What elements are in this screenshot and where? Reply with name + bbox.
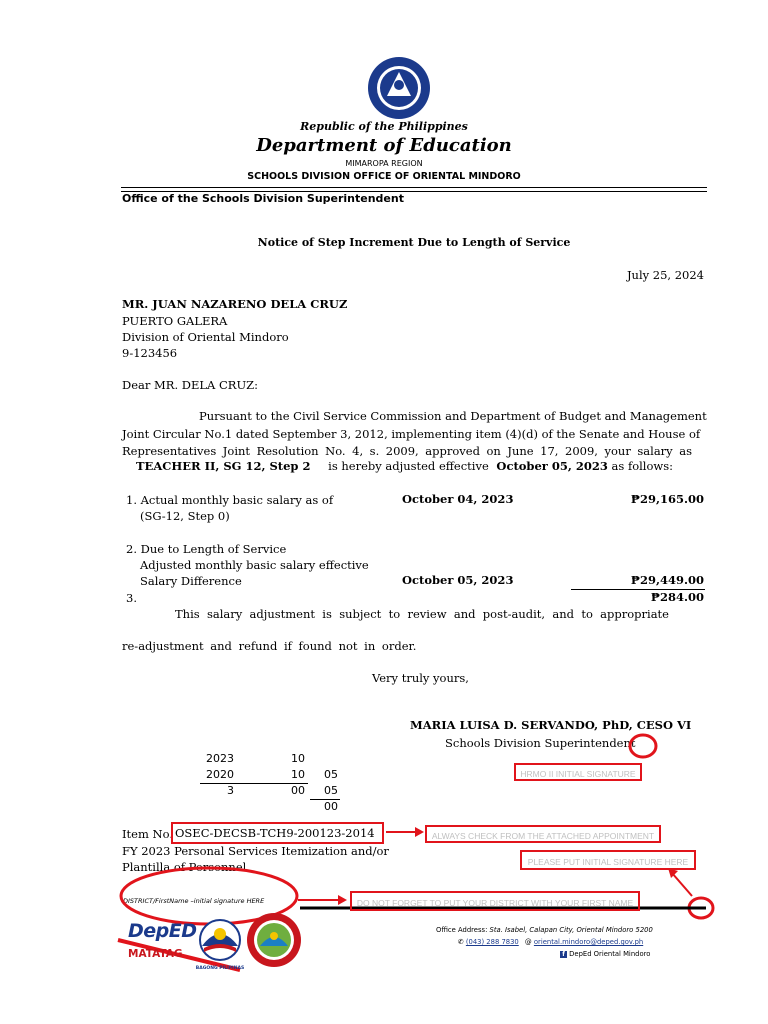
body-line-2: Joint Circular No.1 dated September 3, 2012, implementing item (4)(d) of the Senate and House of: [122, 427, 701, 441]
arrow-initial-line: [672, 873, 692, 896]
hrmo-initial-text: HRMO II INITIAL SIGNATURE: [520, 769, 636, 779]
deped-logo-text: DepED: [128, 920, 197, 942]
item2-label: 2. Due to Length of Service: [126, 542, 287, 556]
department-title: Department of Education: [256, 135, 512, 156]
adjust-line-1: This salary adjustment is subject to review and post-audit, and to appropriate: [175, 607, 669, 621]
email-icon: @: [524, 938, 532, 946]
recipient-id: 9-123456: [122, 346, 178, 360]
bagong-pilipinas-logo: [192, 918, 248, 972]
item1-date: October 04, 2023: [402, 492, 514, 506]
recipient-division: Division of Oriental Mindoro: [122, 330, 289, 344]
facebook-icon: f: [560, 951, 567, 958]
item-no: OSEC-DECSB-TCH9-200123-2014: [175, 826, 375, 840]
initial-here-text: PLEASE PUT INITIAL SIGNATURE HERE: [527, 857, 689, 867]
office-address: [436, 926, 653, 934]
item-no-label: Item No.: [122, 827, 173, 841]
recipient-name: MR. JUAN NAZARENO DELA CRUZ: [122, 297, 348, 311]
initial-here-box: [520, 850, 696, 870]
comp-cell: 00: [324, 800, 338, 813]
district-line: DISTRICT/FirstName –initial signature HERE: [123, 897, 265, 905]
notice-title: Notice of Step Increment Due to Length of Service: [257, 236, 571, 249]
item2-amount: ₱29,449.00: [630, 573, 704, 587]
comp-cell: 2023: [206, 752, 234, 765]
item3-label: 3.: [126, 591, 137, 605]
division-office-line: SCHOOLS DIVISION OFFICE OF ORIENTAL MINDORO: [247, 171, 521, 182]
recipient-location: PUERTO GALERA: [122, 314, 228, 328]
position: TEACHER II, SG 12, Step 2: [136, 459, 311, 473]
as-follows: as follows:: [611, 459, 674, 473]
address-label: Office Address:: [436, 926, 488, 934]
salary-diff-label: Salary Difference: [140, 574, 242, 588]
address-text: Sta. Isabel, Calapan City, Oriental Mindoro 5200: [489, 926, 653, 934]
salary-diff-amount: ₱284.00: [650, 590, 704, 604]
facebook-line: [560, 950, 650, 958]
comp-cell: 05: [324, 768, 338, 781]
signatory-name: MARIA LUISA D. SERVANDO, PhD, CESO VI: [410, 718, 692, 732]
facebook-text: DepEd Oriental Mindoro: [569, 950, 651, 958]
signature-circle: [630, 735, 656, 757]
complimentary-close: Very truly yours,: [372, 671, 469, 685]
bagong-text: BAGONG PILIPINAS: [195, 966, 245, 971]
comp-cell: 2020: [206, 768, 234, 781]
item1-label: 1. Actual monthly basic salary as of: [126, 493, 334, 507]
always-check-box: [425, 825, 661, 843]
phone-text: (043) 288 7830: [465, 938, 519, 946]
plantilla-line: Plantilla of Personnel: [122, 860, 247, 874]
signatory-title: Schools Division Superintendent: [445, 736, 636, 750]
division-seal: [246, 912, 302, 968]
comp-cell: 05: [324, 784, 338, 797]
body-line-1: Pursuant to the Civil Service Commission and Department of Budget and Management: [199, 409, 707, 423]
arrow-item-head: [415, 827, 424, 837]
email-link[interactable]: oriental.mindoro@deped.gov.ph: [533, 938, 644, 946]
district-note-box: [350, 891, 640, 911]
contact-line: [458, 938, 643, 946]
republic-line: Republic of the Philippines: [300, 120, 468, 133]
adjust-line-2: re-adjustment and refund if found not in order.: [122, 639, 417, 653]
always-check-text: ALWAYS CHECK FROM THE ATTACHED APPOINTMENT: [431, 831, 655, 841]
deped-logo: [128, 920, 197, 960]
comp-cell: 3: [227, 784, 234, 797]
item1-sub: (SG-12, Step 0): [140, 509, 230, 523]
item1-amount: ₱29,165.00: [630, 492, 704, 506]
comp-cell: 10: [291, 768, 305, 781]
hrmo-initial-box: [514, 763, 642, 781]
fy-line: FY 2023 Personal Services Itemization and/or: [122, 844, 389, 858]
arrow-district-head: [338, 895, 347, 905]
district-note-text: DO NOT FORGET TO PUT YOUR DISTRICT WITH YOUR FIRST NAME: [356, 898, 634, 908]
item2-date: October 05, 2023: [402, 573, 514, 587]
salutation: Dear MR. DELA CRUZ:: [122, 378, 259, 392]
phone-icon: ✆: [458, 938, 464, 946]
comp-cell: 10: [291, 752, 305, 765]
office-line: Office of the Schools Division Superintendent: [122, 192, 404, 205]
adjusted-text: is hereby adjusted effective: [328, 459, 489, 473]
notice-date: July 25, 2024: [626, 268, 704, 282]
comp-cell: 00: [291, 784, 305, 797]
body-line-3: Representatives Joint Resolution No. 4, s. 2009, approved on June 17, 2009, your salary as: [122, 444, 692, 458]
matatag-text: MATATAG: [128, 948, 183, 960]
region-line: MIMAROPA REGION: [345, 159, 423, 168]
item2-sub: Adjusted monthly basic salary effective: [140, 558, 369, 572]
effective-date: October 05, 2023: [496, 459, 608, 473]
